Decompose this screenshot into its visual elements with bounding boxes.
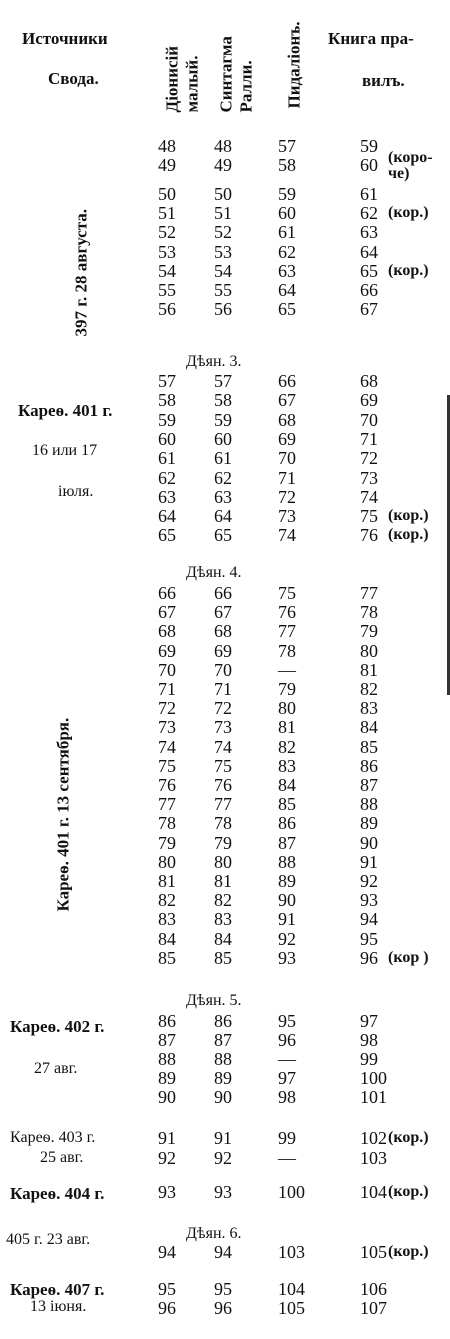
header-book-line2: вилъ. [362, 71, 405, 90]
cell-b-2-5: 71 [214, 679, 232, 699]
cell-c-6-0: 103 [278, 1242, 305, 1262]
source-404: Кареѳ. 404 г. [10, 1184, 105, 1203]
cell-c-2-14: 88 [278, 851, 296, 872]
source-401-july-line3: іюля. [58, 483, 94, 500]
cell-d-5-0: 104 [360, 1182, 387, 1202]
cell-c-2-4: — [278, 659, 296, 680]
cell-b-1-6: 63 [214, 486, 232, 507]
cell-b-2-15: 81 [214, 871, 232, 891]
cell-b-2-1: 67 [214, 602, 232, 623]
cell-b-2-11: 77 [214, 794, 232, 815]
cell-d-1-4: 72 [360, 448, 378, 469]
cell-a-2-16: 82 [158, 890, 176, 911]
cell-a-4-0: 91 [158, 1128, 176, 1148]
cell-d-2-17: 94 [360, 909, 378, 930]
cell-a-1-2: 59 [158, 409, 176, 430]
cell-d-1-8: 76 [360, 525, 378, 546]
source-401-sept: Кареѳ. 401 г. 13 сентября. [53, 717, 73, 912]
cell-c-0-6: 63 [278, 260, 296, 281]
header-syntagma-line2: Ралли. [236, 60, 256, 113]
cell-c-2-1: 76 [278, 602, 296, 623]
cell-c-3-0: 95 [278, 1011, 296, 1031]
cell-a-2-6: 72 [158, 698, 176, 719]
cell-c-2-3: 78 [278, 640, 296, 661]
cell-b-2-0: 66 [214, 583, 232, 603]
cell-a-2-0: 66 [158, 583, 176, 603]
cell-c-2-0: 75 [278, 583, 296, 603]
cell-d-1-3: 71 [360, 428, 378, 449]
cell-c-1-1: 67 [278, 390, 296, 411]
header-sources-line2: Свода. [48, 69, 99, 88]
cell-a-2-13: 79 [158, 832, 176, 853]
cell-c-0-7: 64 [278, 279, 296, 300]
source-401-july-line2: 16 или 17 [32, 442, 98, 459]
cell-d-2-13: 90 [360, 832, 378, 853]
cell-c-2-17: 91 [278, 909, 296, 930]
source-407-line1: Кареѳ. 407 г. [10, 1280, 105, 1299]
cell-c-5-0: 100 [278, 1182, 305, 1202]
cell-d-3-1: 98 [360, 1030, 378, 1050]
cell-b-2-14: 80 [214, 851, 232, 872]
cell-c-2-12: 86 [278, 813, 296, 834]
cell-note-4-0: (кор.) [388, 1129, 429, 1146]
cell-a-0-6: 54 [158, 260, 176, 281]
cell-d-0-3: 62 [360, 203, 378, 224]
cell-d-3-0: 97 [360, 1011, 378, 1031]
cell-b-2-13: 79 [214, 832, 232, 853]
cell-b-2-6: 72 [214, 698, 232, 719]
cell-a-2-2: 68 [158, 621, 176, 642]
cell-d-0-6: 65 [360, 260, 378, 281]
cell-d-0-0: 59 [360, 136, 378, 156]
cell-a-1-6: 63 [158, 486, 176, 507]
cell-c-1-3: 69 [278, 428, 296, 449]
cell-c-2-5: 79 [278, 679, 296, 699]
cell-d-2-1: 78 [360, 602, 378, 623]
cell-a-1-4: 61 [158, 448, 176, 469]
cell-d-0-1: 60 [360, 155, 378, 176]
cell-d-1-2: 70 [360, 409, 378, 430]
cell-d-3-3: 100 [360, 1068, 387, 1088]
cell-c-1-6: 72 [278, 486, 296, 507]
cell-b-2-16: 82 [214, 890, 232, 911]
cell-note-2-19: (кор ) [388, 948, 429, 966]
cell-d-2-3: 80 [360, 640, 378, 661]
cell-a-2-7: 73 [158, 717, 176, 738]
cell-a-3-1: 87 [158, 1030, 176, 1050]
cell-d-2-12: 89 [360, 813, 378, 834]
cell-c-3-4: 98 [278, 1087, 296, 1107]
cell-c-0-4: 61 [278, 222, 296, 243]
cell-note-0-1: (коро-че) [388, 149, 433, 183]
cell-b-4-0: 91 [214, 1128, 232, 1148]
cell-b-2-7: 73 [214, 717, 232, 738]
source-403-line1: Кареѳ. 403 г. [10, 1129, 96, 1146]
header-syntagma-line1: Синтагма [216, 36, 236, 113]
cell-d-2-18: 95 [360, 928, 378, 949]
cell-a-1-1: 58 [158, 390, 176, 411]
cell-c-1-4: 70 [278, 448, 296, 469]
cell-c-2-10: 84 [278, 775, 296, 795]
cell-c-0-1: 58 [278, 155, 296, 176]
cell-b-0-4: 52 [214, 222, 232, 243]
cell-c-2-13: 87 [278, 832, 296, 853]
header-sources-line1: Источники [22, 29, 108, 48]
cell-b-1-7: 64 [214, 506, 232, 527]
cell-b-1-8: 65 [214, 525, 232, 546]
cell-a-3-0: 86 [158, 1011, 176, 1031]
cell-b-3-4: 90 [214, 1087, 232, 1107]
cell-a-1-3: 60 [158, 428, 176, 449]
cell-b-3-3: 89 [214, 1068, 232, 1088]
cell-a-1-5: 62 [158, 467, 176, 488]
cell-c-0-8: 65 [278, 298, 296, 319]
cell-d-2-14: 91 [360, 851, 378, 872]
cell-a-0-7: 55 [158, 279, 176, 300]
cell-a-2-15: 81 [158, 871, 176, 891]
header-book-line1: Книга пра- [328, 29, 414, 48]
cell-d-7-1: 107 [360, 1298, 387, 1318]
cell-a-0-4: 52 [158, 222, 176, 243]
cell-a-1-0: 57 [158, 371, 176, 391]
cell-a-2-11: 77 [158, 794, 176, 815]
cell-c-1-0: 66 [278, 371, 296, 391]
cell-d-0-7: 66 [360, 279, 378, 300]
cell-c-1-2: 68 [278, 409, 296, 430]
cell-d-2-2: 79 [360, 621, 378, 642]
cell-b-0-0: 48 [214, 136, 232, 156]
cell-a-0-1: 49 [158, 155, 176, 176]
section-deyan-5: Дѣян. 5. [186, 992, 242, 1009]
cell-c-4-1: — [278, 1148, 296, 1168]
cell-d-0-2: 61 [360, 184, 378, 205]
cell-d-3-2: 99 [360, 1049, 378, 1069]
cell-c-2-18: 92 [278, 928, 296, 949]
cell-c-2-15: 89 [278, 871, 296, 891]
cell-b-2-17: 83 [214, 909, 232, 930]
header-pidalion: Пидаліонъ. [284, 21, 304, 109]
cell-d-2-0: 77 [360, 583, 378, 603]
cell-a-2-17: 83 [158, 909, 176, 930]
cell-d-6-0: 105 [360, 1242, 387, 1262]
cell-b-3-0: 86 [214, 1011, 232, 1031]
cell-c-2-8: 82 [278, 736, 296, 757]
cell-b-0-6: 54 [214, 260, 232, 281]
cell-d-2-5: 82 [360, 679, 378, 699]
cell-d-1-6: 74 [360, 486, 378, 507]
cell-b-0-2: 50 [214, 184, 232, 205]
cell-d-2-16: 93 [360, 890, 378, 911]
cell-a-2-19: 85 [158, 947, 176, 968]
cell-c-2-6: 80 [278, 698, 296, 719]
cell-d-2-10: 87 [360, 775, 378, 795]
cell-c-7-1: 105 [278, 1298, 305, 1318]
cell-a-0-0: 48 [158, 136, 176, 156]
cell-a-1-7: 64 [158, 506, 176, 527]
cell-a-2-8: 74 [158, 736, 176, 757]
cell-b-0-3: 51 [214, 203, 232, 224]
cell-a-3-3: 89 [158, 1068, 176, 1088]
cell-b-3-2: 88 [214, 1049, 232, 1069]
cell-a-7-1: 96 [158, 1298, 176, 1318]
cell-c-2-2: 77 [278, 621, 296, 642]
section-deyan-6: Дѣян. 6. [186, 1225, 242, 1242]
cell-a-2-4: 70 [158, 659, 176, 680]
cell-b-2-8: 74 [214, 736, 232, 757]
cell-d-0-4: 63 [360, 222, 378, 243]
cell-a-2-9: 75 [158, 755, 176, 776]
cell-a-3-4: 90 [158, 1087, 176, 1107]
cell-b-0-7: 55 [214, 279, 232, 300]
cell-d-3-4: 101 [360, 1087, 387, 1107]
cell-note-5-0: (кор.) [388, 1183, 429, 1200]
cell-a-0-8: 56 [158, 298, 176, 319]
cell-b-7-0: 95 [214, 1279, 232, 1299]
cell-c-2-9: 83 [278, 755, 296, 776]
cell-d-1-7: 75 [360, 506, 378, 527]
cell-c-2-19: 93 [278, 947, 296, 968]
cell-c-3-3: 97 [278, 1068, 296, 1088]
cell-note-6-0: (кор.) [388, 1243, 429, 1260]
cell-a-0-2: 50 [158, 184, 176, 205]
cell-b-1-1: 58 [214, 390, 232, 411]
cell-c-3-2: — [278, 1049, 296, 1069]
section-deyan-3: Дѣян. 3. [186, 353, 242, 370]
cell-c-0-5: 62 [278, 241, 296, 262]
source-405: 405 г. 23 авг. [6, 1231, 91, 1248]
cell-c-1-8: 74 [278, 525, 296, 546]
cell-b-2-3: 69 [214, 640, 232, 661]
cell-b-1-2: 59 [214, 409, 232, 430]
cell-b-0-1: 49 [214, 155, 232, 176]
cell-c-4-0: 99 [278, 1128, 296, 1148]
cell-b-2-4: 70 [214, 659, 232, 680]
cell-b-2-10: 76 [214, 775, 232, 795]
source-402-line1: Кареѳ. 402 г. [10, 1017, 105, 1036]
cell-a-2-18: 84 [158, 928, 176, 949]
cell-c-1-7: 73 [278, 506, 296, 527]
cell-a-2-14: 80 [158, 851, 176, 872]
cell-c-0-3: 60 [278, 203, 296, 224]
cell-b-2-19: 85 [214, 947, 232, 968]
cell-d-2-9: 86 [360, 755, 378, 776]
cell-b-3-1: 87 [214, 1030, 232, 1050]
cell-a-2-10: 76 [158, 775, 176, 795]
cell-c-2-16: 90 [278, 890, 296, 911]
cell-d-2-19: 96 [360, 947, 378, 968]
cell-note-0-6: (кор.) [388, 261, 429, 279]
cell-b-0-5: 53 [214, 241, 232, 262]
cell-b-2-2: 68 [214, 621, 232, 642]
cell-d-2-6: 83 [360, 698, 378, 719]
cell-c-7-0: 104 [278, 1279, 305, 1299]
cell-a-2-12: 78 [158, 813, 176, 834]
source-402-line2: 27 авг. [34, 1060, 78, 1077]
cell-d-2-4: 81 [360, 659, 378, 680]
cell-b-2-9: 75 [214, 755, 232, 776]
cell-b-7-1: 96 [214, 1298, 232, 1318]
cell-c-2-7: 81 [278, 717, 296, 738]
cell-a-6-0: 94 [158, 1242, 176, 1262]
cell-c-2-11: 85 [278, 794, 296, 815]
cell-a-3-2: 88 [158, 1049, 176, 1069]
cell-c-1-5: 71 [278, 467, 296, 488]
cell-a-1-8: 65 [158, 525, 176, 546]
source-401-july-line1: Кареѳ. 401 г. [18, 401, 113, 420]
cell-d-4-0: 102 [360, 1128, 387, 1148]
cell-b-5-0: 93 [214, 1182, 232, 1202]
cell-b-1-5: 62 [214, 467, 232, 488]
header-dionisy-line1: Діонисій [162, 45, 182, 113]
cell-d-1-0: 68 [360, 371, 378, 391]
cell-c-3-1: 96 [278, 1030, 296, 1050]
source-407-line2: 13 іюня. [30, 1298, 87, 1315]
cell-b-0-8: 56 [214, 298, 232, 319]
cell-d-0-8: 67 [360, 298, 378, 319]
cell-b-1-0: 57 [214, 371, 232, 391]
cell-d-4-1: 103 [360, 1148, 387, 1168]
cell-note-0-3: (кор.) [388, 204, 429, 222]
cell-b-1-4: 61 [214, 448, 232, 469]
cell-d-2-11: 88 [360, 794, 378, 815]
source-403-line2: 25 авг. [40, 1149, 84, 1166]
cell-b-4-1: 92 [214, 1148, 232, 1168]
cell-b-2-12: 78 [214, 813, 232, 834]
cell-a-0-5: 53 [158, 241, 176, 262]
cell-c-0-0: 57 [278, 136, 296, 156]
cell-a-2-3: 69 [158, 640, 176, 661]
cell-d-1-1: 69 [360, 390, 378, 411]
section-deyan-4: Дѣян. 4. [186, 564, 242, 581]
cell-b-1-3: 60 [214, 428, 232, 449]
cell-note-1-7: (кор.) [388, 507, 429, 525]
cell-note-1-8: (кор.) [388, 526, 429, 544]
cell-a-2-5: 71 [158, 679, 176, 699]
cell-a-2-1: 67 [158, 602, 176, 623]
header-dionisy-line2: малый. [182, 55, 202, 113]
cell-b-2-18: 84 [214, 928, 232, 949]
cell-d-0-5: 64 [360, 241, 378, 262]
cell-a-4-1: 92 [158, 1148, 176, 1168]
source-397: 397 г. 28 августа. [71, 208, 91, 337]
cell-c-0-2: 59 [278, 184, 296, 205]
cell-d-1-5: 73 [360, 467, 378, 488]
cell-d-2-15: 92 [360, 871, 378, 891]
cell-a-7-0: 95 [158, 1279, 176, 1299]
cell-d-2-8: 85 [360, 736, 378, 757]
cell-b-6-0: 94 [214, 1242, 232, 1262]
cell-d-2-7: 84 [360, 717, 378, 738]
cell-d-7-0: 106 [360, 1279, 387, 1299]
cell-a-0-3: 51 [158, 203, 176, 224]
cell-a-5-0: 93 [158, 1182, 176, 1202]
